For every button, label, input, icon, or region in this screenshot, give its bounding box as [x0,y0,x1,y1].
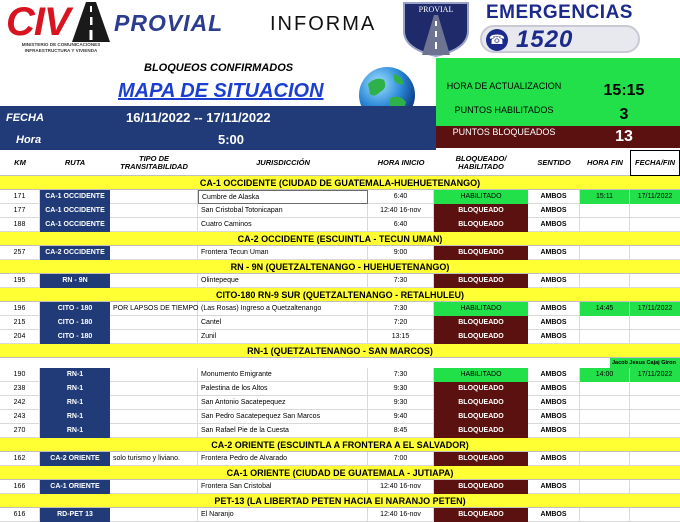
table-row[interactable] [0,368,680,382]
cell-jurisdiccion[interactable]: Cuatro Caminos [198,218,368,232]
cell-km[interactable]: 243 [0,410,40,424]
cell-km[interactable]: 188 [0,218,40,232]
cell-km[interactable]: 242 [0,396,40,410]
cell-sentido[interactable]: AMBOS [528,452,580,466]
section-header: CA-1 OCCIDENTE (CIUDAD DE GUATEMALA-HUEHUETENANGO) [0,176,680,190]
cell-ruta[interactable]: RD-PET 13 [40,508,110,522]
cell-fecha-fin[interactable]: 17/11/2022 [630,368,680,382]
col-header-hora-fin: HORA FIN [587,157,623,167]
cell-estado[interactable]: BLOQUEADO [434,480,528,494]
cell-ruta[interactable]: RN-1 [40,396,110,410]
table-row[interactable] [0,480,680,494]
section-header: CA-1 ORIENTE (CIUDAD DE GUATEMALA - JUTIAPA) [0,466,680,480]
cell-km[interactable]: 196 [0,302,40,316]
civ-logo-text: CIV [6,0,70,44]
cell-sentido[interactable]: AMBOS [528,274,580,288]
cell-fecha-fin[interactable] [630,508,680,522]
table-row[interactable] [0,410,680,424]
cell-estado[interactable]: BLOQUEADO [434,396,528,410]
cell-fecha-fin[interactable] [630,480,680,494]
cell-tipo[interactable]: solo turismo y liviano. [110,452,198,466]
fecha-label: FECHA [6,112,44,124]
cell-tipo[interactable] [110,508,198,522]
cell-fecha-fin[interactable] [630,316,680,330]
cell-estado[interactable]: BLOQUEADO [434,218,528,232]
cell-ruta[interactable]: CA-1 OCCIDENTE [40,190,110,204]
hora-value: 5:00 [218,132,245,147]
cell-fecha-fin[interactable] [630,410,680,424]
section-header: CA-2 OCCIDENTE (ESCUINTLA - TECUN UMAN) [0,232,680,246]
cell-estado[interactable]: BLOQUEADO [434,424,528,438]
table-row[interactable] [0,204,680,218]
cell-hora-fin[interactable] [580,508,630,522]
cell-jurisdiccion-selected[interactable]: Cumbre de Alaska [198,190,368,204]
cell-fecha-fin[interactable] [630,274,680,288]
cell-sentido[interactable]: AMBOS [528,410,580,424]
cell-hora-fin[interactable] [580,330,630,344]
cell-hora-fin[interactable] [580,396,630,410]
cell-fecha-fin[interactable] [630,218,680,232]
cell-tipo[interactable] [110,424,198,438]
cell-hora-inicio[interactable]: 6:40 [368,218,434,232]
table-row[interactable] [0,274,680,288]
table-row[interactable] [0,316,680,330]
road-icon [72,2,110,42]
col-header-jurisdiccion: JURISDICCIÓN [256,157,310,167]
cell-tipo[interactable] [110,410,198,424]
cell-hora-fin[interactable] [580,218,630,232]
cell-comment-note[interactable]: Jacob Jesus Cajaj Giron [610,358,680,368]
cell-estado[interactable]: BLOQUEADO [434,274,528,288]
puntos-habilitados-panel [436,104,680,126]
puntos-bloqueados-value: 13 [615,128,633,145]
fecha-value: 16/11/2022 -- 17/11/2022 [126,110,271,125]
bloqueos-confirmados-label: BLOQUEOS CONFIRMADOS [144,62,294,74]
cell-sentido[interactable]: AMBOS [528,316,580,330]
section-header: CA-2 ORIENTE (ESCUINTLA A FRONTERA A EL SALVADOR) [0,438,680,452]
cell-fecha-fin[interactable] [630,330,680,344]
cell-jurisdiccion[interactable]: San Cristobal Totonicapan [198,204,368,218]
cell-jurisdiccion[interactable]: (Las Rosas) Ingreso a Quetzaltenango [198,302,368,316]
section-header: RN - 9N (QUETZALTENANGO - HUEHUETENANGO) [0,260,680,274]
cell-hora-inicio[interactable]: 9:30 [368,382,434,396]
cell-km[interactable]: 166 [0,480,40,494]
cell-hora-fin[interactable] [580,246,630,260]
cell-km[interactable]: 616 [0,508,40,522]
cell-fecha-fin[interactable] [630,204,680,218]
header-banner [0,0,680,58]
col-header-hora-inicio: HORA INICIO [377,157,425,167]
table-row[interactable] [0,452,680,466]
note-row [0,358,680,368]
emergency-phone-badge [480,25,640,53]
cell-sentido[interactable]: AMBOS [528,480,580,494]
cell-fecha-fin[interactable] [630,396,680,410]
cell-km[interactable]: 257 [0,246,40,260]
cell-estado[interactable]: BLOQUEADO [434,452,528,466]
cell-hora-fin[interactable] [580,424,630,438]
cell-hora-inicio[interactable]: 12:40 16-nov [368,480,434,494]
cell-tipo[interactable] [110,316,198,330]
provial-shield-icon [400,1,472,57]
fecha-bar [0,106,436,150]
table-row[interactable] [0,302,680,316]
cell-hora-inicio[interactable]: 7:20 [368,316,434,330]
cell-hora-fin[interactable] [580,274,630,288]
cell-sentido[interactable]: AMBOS [528,330,580,344]
table-row[interactable] [0,396,680,410]
col-header-tipo: TIPO DE TRANSITABILIDAD [120,153,188,171]
cell-fecha-fin[interactable]: 17/11/2022 [630,190,680,204]
cell-ruta[interactable]: CA-2 ORIENTE [40,452,110,466]
cell-hora-fin[interactable]: 14:00 [580,368,630,382]
cell-sentido[interactable]: AMBOS [528,508,580,522]
table-row[interactable] [0,508,680,522]
emergency-phone-number: 1520 [516,26,574,53]
cell-ruta[interactable]: CA-2 OCCIDENTE [40,246,110,260]
cell-tipo[interactable] [110,246,198,260]
hora-label: Hora [16,134,42,146]
col-header-estado: BLOQUEADO/ HABILITADO [455,153,507,171]
section-header: CITO-180 RN-9 SUR (QUETZALTENANGO - RETALHULEU) [0,288,680,302]
cell-fecha-fin[interactable] [630,382,680,396]
cell-estado[interactable]: BLOQUEADO [434,508,528,522]
cell-sentido[interactable]: AMBOS [528,382,580,396]
provial-wordmark: PROVIAL [114,10,224,36]
cell-km[interactable]: 162 [0,452,40,466]
cell-km[interactable]: 204 [0,330,40,344]
cell-sentido[interactable]: AMBOS [528,246,580,260]
mapa-de-situacion-title: MAPA DE SITUACION [118,80,324,102]
cell-jurisdiccion[interactable]: El Naranjo [198,508,368,522]
cell-jurisdiccion[interactable]: Frontera San Cristobal [198,480,368,494]
table-row[interactable] [0,382,680,396]
cell-jurisdiccion[interactable]: San Antonio Sacatepequez [198,396,368,410]
cell-tipo[interactable] [110,368,198,382]
cell-hora-inicio[interactable]: 7:30 [368,274,434,288]
cell-estado[interactable]: BLOQUEADO [434,330,528,344]
cell-ruta[interactable]: RN-1 [40,410,110,424]
cell-km[interactable]: 270 [0,424,40,438]
cell-fecha-fin[interactable] [630,452,680,466]
cell-hora-fin[interactable] [580,452,630,466]
cell-sentido[interactable]: AMBOS [528,204,580,218]
puntos-bloqueados-panel [436,126,680,148]
cell-fecha-fin[interactable] [630,246,680,260]
cell-fecha-fin[interactable]: 17/11/2022 [630,302,680,316]
cell-hora-inicio[interactable]: 9:00 [368,246,434,260]
cell-estado[interactable]: HABILITADO [434,190,528,204]
cell-jurisdiccion[interactable]: Frontera Pedro de Alvarado [198,452,368,466]
cell-sentido[interactable]: AMBOS [528,302,580,316]
cell-ruta[interactable]: CITO - 180 [40,330,110,344]
cell-hora-inicio[interactable]: 12:40 16-nov [368,508,434,522]
table-header [0,150,680,176]
section-header: RN-1 (QUETZALTENANGO - SAN MARCOS) [0,344,680,358]
cell-jurisdiccion[interactable]: San Pedro Sacatepequez San Marcos [198,410,368,424]
cell-hora-inicio[interactable]: 12:40 16-nov [368,204,434,218]
table-row[interactable] [0,218,680,232]
cell-estado[interactable]: BLOQUEADO [434,246,528,260]
cell-jurisdiccion[interactable]: Zunil [198,330,368,344]
table-row[interactable] [0,246,680,260]
cell-jurisdiccion[interactable]: Monumento Emigrante [198,368,368,382]
cell-tipo[interactable] [110,330,198,344]
cell-ruta[interactable]: RN-1 [40,382,110,396]
cell-estado[interactable]: HABILITADO [434,302,528,316]
cell-jurisdiccion[interactable]: Cantel [198,316,368,330]
cell-hora-inicio[interactable]: 8:45 [368,424,434,438]
col-header-fecha-fin[interactable]: FECHA/FIN [630,150,680,176]
table-row[interactable] [0,190,680,204]
emergencias-wordmark: EMERGENCIAS [486,2,633,23]
cell-km[interactable]: 195 [0,274,40,288]
cell-hora-inicio[interactable]: 7:00 [368,452,434,466]
table-row[interactable] [0,424,680,438]
cell-tipo[interactable] [110,382,198,396]
cell-km[interactable]: 238 [0,382,40,396]
cell-hora-fin[interactable] [580,480,630,494]
cell-hora-inicio[interactable]: 9:30 [368,396,434,410]
cell-estado[interactable]: BLOQUEADO [434,382,528,396]
col-header-sentido: SENTIDO [537,157,571,167]
cell-tipo[interactable]: POR LAPSOS DE TIEMPO [110,302,198,316]
cell-sentido[interactable]: AMBOS [528,424,580,438]
cell-ruta[interactable]: CITO - 180 [40,302,110,316]
table-body [0,176,680,522]
cell-hora-fin[interactable] [580,204,630,218]
hora-actualizacion-panel [436,58,680,104]
cell-ruta[interactable]: CITO - 180 [40,316,110,330]
cell-tipo[interactable] [110,480,198,494]
cell-hora-fin[interactable] [580,382,630,396]
cell-hora-fin[interactable]: 14:45 [580,302,630,316]
cell-jurisdiccion[interactable]: San Rafael Pie de la Cuesta [198,424,368,438]
cell-ruta[interactable]: RN - 9N [40,274,110,288]
cell-hora-inicio[interactable]: 13:15 [368,330,434,344]
cell-tipo[interactable] [110,396,198,410]
cell-fecha-fin[interactable] [630,424,680,438]
cell-km[interactable]: 215 [0,316,40,330]
cell-jurisdiccion[interactable]: Frontera Tecun Uman [198,246,368,260]
cell-hora-inicio[interactable]: 7:30 [368,368,434,382]
cell-hora-inicio[interactable]: 7:30 [368,302,434,316]
cell-hora-fin[interactable]: 15:11 [580,190,630,204]
cell-estado[interactable]: BLOQUEADO [434,204,528,218]
cell-km[interactable]: 177 [0,204,40,218]
cell-sentido[interactable]: AMBOS [528,368,580,382]
puntos-bloqueados-label: PUNTOS BLOQUEADOS [452,127,556,137]
cell-sentido[interactable]: AMBOS [528,396,580,410]
cell-tipo[interactable] [110,204,198,218]
civ-logo [6,2,110,42]
civ-subtitle: MINISTERIO DE COMUNICACIONES INFRAESTRUCTURA Y VIVIENDA [21,42,101,53]
cell-hora-inicio[interactable]: 6:40 [368,190,434,204]
cell-km[interactable]: 171 [0,190,40,204]
cell-ruta[interactable]: CA-1 OCCIDENTE [40,204,110,218]
cell-ruta[interactable]: CA-1 ORIENTE [40,480,110,494]
cell-sentido[interactable]: AMBOS [528,190,580,204]
cell-tipo[interactable] [110,190,198,204]
cell-jurisdiccion[interactable]: Olintepeque [198,274,368,288]
cell-sentido[interactable]: AMBOS [528,218,580,232]
cell-ruta[interactable]: RN-1 [40,424,110,438]
cell-hora-fin[interactable] [580,410,630,424]
cell-estado[interactable]: BLOQUEADO [434,410,528,424]
cell-hora-inicio[interactable]: 9:40 [368,410,434,424]
hora-actualizacion-label: HORA DE ACTUALIZACION [446,81,562,91]
cell-estado[interactable]: HABILITADO [434,368,528,382]
informa-wordmark: INFORMA [270,13,377,35]
puntos-habilitados-value: 3 [619,106,629,123]
cell-tipo[interactable] [110,218,198,232]
cell-tipo[interactable] [110,274,198,288]
cell-ruta[interactable]: CA-1 OCCIDENTE [40,218,110,232]
cell-km[interactable]: 190 [0,368,40,382]
cell-estado[interactable]: BLOQUEADO [434,316,528,330]
table-row[interactable] [0,330,680,344]
col-header-ruta: RUTA [64,157,86,167]
cell-ruta[interactable]: RN-1 [40,368,110,382]
shield-text: PROVIAL [418,5,454,14]
hora-actualizacion-value: 15:15 [603,82,645,99]
puntos-habilitados-label: PUNTOS HABILITADOS [454,105,554,115]
cell-hora-fin[interactable] [580,316,630,330]
cell-jurisdiccion[interactable]: Palestina de los Altos [198,382,368,396]
col-header-km: KM [14,157,26,167]
phone-icon: ☎ [486,29,508,51]
section-header: PET-13 (LA LIBERTAD PETEN HACIA El NARANJO PETEN) [0,494,680,508]
